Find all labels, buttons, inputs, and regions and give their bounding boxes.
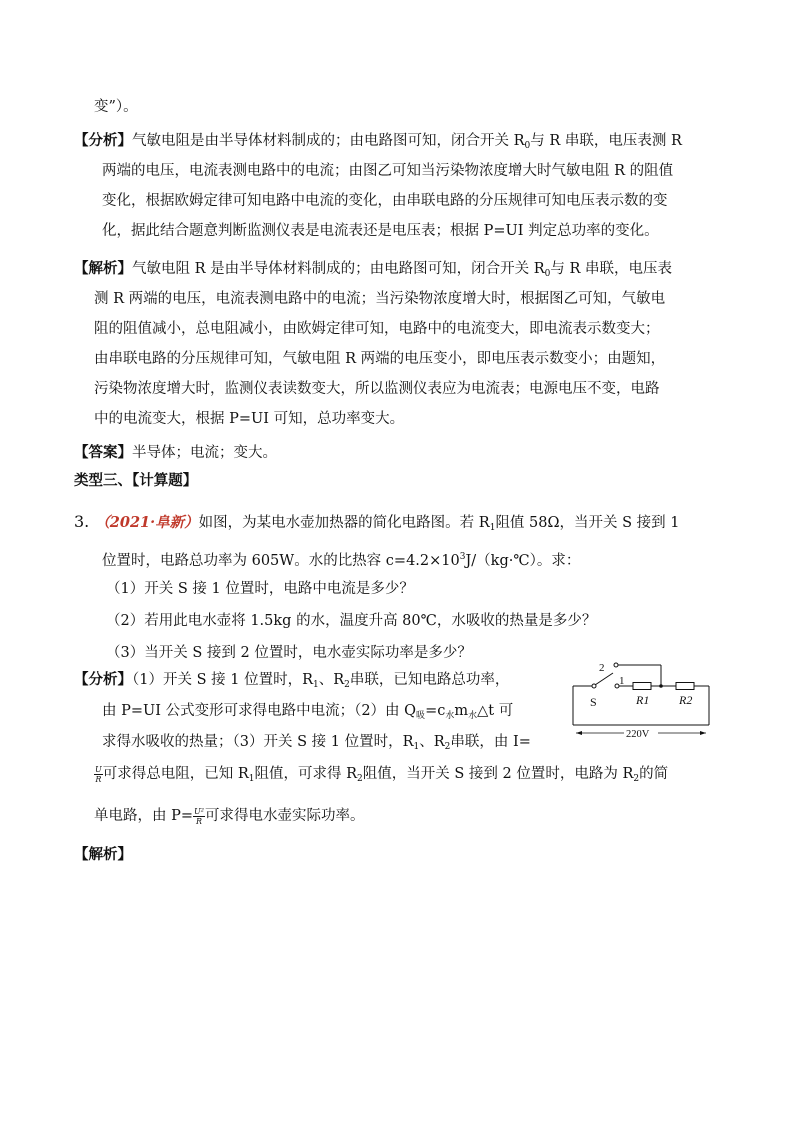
label-r1: R1 — [636, 693, 650, 707]
resistor-r2 — [676, 683, 694, 690]
analysis3-line3: 求得水吸收的热量；（3）开关 S 接 1 位置时，$R_1$、$R_2$串联，由 I= — [102, 734, 531, 752]
switch-blade — [595, 673, 613, 685]
analysis-label: 【分析】 — [74, 671, 132, 688]
analysis1-line2: 两端的电压，电流表测电路中的电流；由图乙可知当污染物浓度增大时气敏电阻 R 的阻值 — [102, 163, 674, 179]
prev-tail: 变”）。 — [94, 99, 138, 115]
q3-number: 3. — [74, 512, 90, 531]
arrow-left-head — [576, 731, 582, 735]
resistor-r1 — [633, 683, 651, 690]
solution1-line4: 由串联电路的分压规律可知，气敏电阻 R 两端的电压变小，即电压表示数变小；由题知， — [94, 351, 666, 367]
solution1-line3: 阻的阻值减小，总电阻减小，由欧姆定律可知，电路中的电流变大，即电流表示数变大； — [94, 321, 660, 337]
analysis3-line2: 由 P=UI 公式变形可求得电路中电流；（2）由 $Q_吸=c_水m_水\triangle t$ 可 — [102, 703, 514, 721]
label-contact-1: 1 — [619, 675, 625, 687]
junction-dot — [659, 684, 663, 688]
answer-label: 【答案】 — [74, 444, 132, 461]
q3-part3: （3）当开关 S 接到 2 位置时，电水壶实际功率是多少？ — [106, 645, 472, 661]
contact-2 — [614, 663, 618, 667]
label-switch-s: S — [590, 695, 597, 709]
q3-part2: （2）若用此电水壶将 1.5kg 的水，温度升高 80℃，水吸收的热量是多少？ — [106, 613, 597, 629]
fraction-u-over-r: $\frac{U}{R}$ — [95, 764, 102, 784]
analysis1-line4: 化，据此结合题意判断监测仪表是电流表还是电压表；根据 P=UI 判定总功率的变化。 — [102, 223, 659, 239]
solution1-line5: 污染物浓度增大时，监测仪表读数变大，所以监测仪表应为电流表；电源电压不变，电路 — [94, 381, 660, 397]
circuit-diagram — [566, 656, 716, 744]
arrow-right-head — [700, 731, 706, 735]
solution1-line1: 【解析】气敏电阻 R 是由半导体材料制成的；由电路图可知，闭合开关 $R_0$与 R 串联，电压表 — [74, 260, 673, 279]
fraction-u2-over-r: $\frac{\text{U²}}{R}$ — [194, 806, 204, 826]
section-title: 类型三、【计算题】 — [74, 472, 198, 489]
solution1-line6: 中的电流变大，根据 P=UI 可知，总功率变大。 — [94, 411, 405, 427]
label-voltage: 220V — [626, 729, 650, 740]
q3-line2: 位置时，电路总功率为 605W。水的比热容 $c=4.2\times 10^3J/(kg\cdot℃)$。求： — [102, 552, 581, 569]
label-r2: R2 — [679, 693, 693, 707]
answer1: 【答案】半导体；电流；变大。 — [74, 444, 277, 461]
analysis3-line4: $\frac{U}{R}$ 可求得总电阻，已知 $R_1$阻值，可求得 $R_2$阻值，当开关 S 接到 2 位置时，电路为 $R_2$的简 — [95, 764, 669, 784]
q3-line1: 3. （2021·阜新）如图，为某电水壶加热器的简化电路图。若 $R_1$阻值 58Ω，当开关 S 接到 1 — [74, 512, 680, 533]
q3-source: （2021·阜新） — [95, 514, 199, 531]
analysis3-line5: 单电路，由 P= $\frac{\text{U²}}{R}$ 可求得电水壶实际功率。 — [94, 806, 365, 826]
analysis1-line3: 变化，根据欧姆定律可知电路中电流的变化，由串联电路的分压规律可知电压表示数的变 — [102, 193, 668, 209]
solution1-line2: 测 R 两端的电压，电流表测电路中的电流；当污染物浓度增大时，根据图乙可知，气敏电 — [94, 291, 666, 307]
label-contact-2: 2 — [599, 662, 605, 674]
analysis3-line1: 【分析】（1）开关 S 接 1 位置时，$R_1$、$R_2$串联，已知电路总功率， — [74, 671, 510, 690]
analysis-label: 【分析】 — [74, 132, 132, 149]
q3-part1: （1）开关 S 接 1 位置时，电路中电流是多少？ — [106, 581, 414, 597]
solution3-label: 【解析】 — [74, 846, 132, 863]
solution-label: 【解析】 — [74, 260, 132, 277]
switch-pivot — [592, 684, 596, 688]
analysis1-line1: 【分析】气敏电阻是由半导体材料制成的；由电路图可知，闭合开关 $R_0$与 R 串联，电压表测 R — [74, 132, 682, 151]
